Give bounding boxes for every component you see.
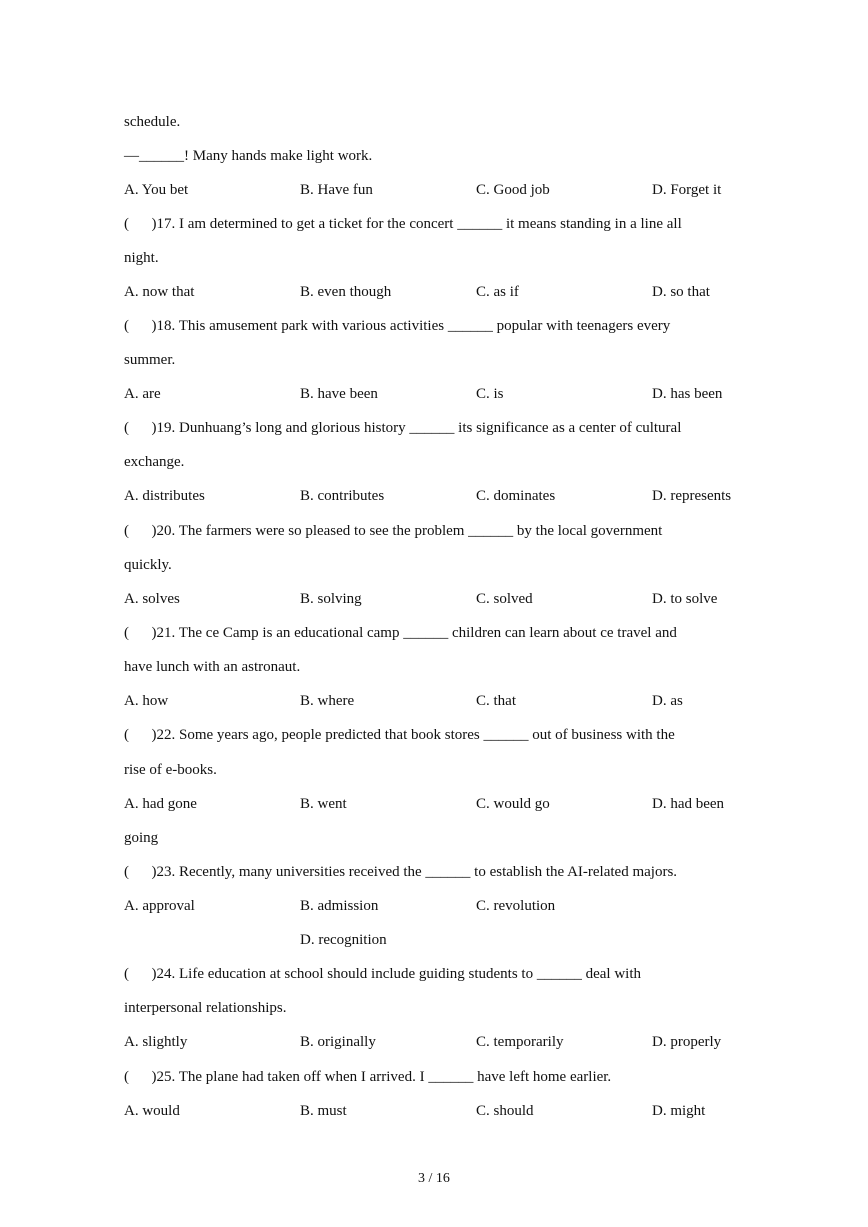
option-c: C. solved	[476, 591, 533, 607]
question-23-options-row2	[124, 930, 764, 950]
option-b: B. must	[300, 1103, 347, 1119]
question-22-options	[124, 794, 764, 814]
option-b: B. originally	[300, 1034, 376, 1050]
option-d: D. might	[652, 1103, 706, 1119]
question-20-options	[124, 589, 764, 609]
question-16-options	[124, 180, 764, 200]
option-c: C. that	[476, 693, 516, 709]
question-24-stem: ( )24. Life education at school should include guiding students to ______ deal with	[124, 966, 641, 982]
option-a: A. are	[124, 386, 161, 402]
option-c: C. temporarily	[476, 1034, 564, 1050]
option-a: A. distributes	[124, 488, 205, 504]
option-b: B. contributes	[300, 488, 385, 504]
question-20-stem: ( )20. The farmers were so pleased to see the problem ______ by the local government	[124, 523, 663, 539]
question-22-stem-cont: rise of e-books.	[124, 762, 217, 778]
page-number: 3 / 16	[418, 1171, 450, 1186]
option-c: C. revolution	[476, 898, 556, 914]
question-19-stem: ( )19. Dunhuang’s long and glorious history ______ its significance as a center of cultural	[124, 420, 682, 436]
option-c: C. would go	[476, 796, 550, 812]
question-24-stem-cont: interpersonal relationships.	[124, 1000, 287, 1016]
question-22-stem: ( )22. Some years ago, people predicted that book stores ______ out of business with the	[124, 727, 675, 743]
option-d: D. as	[652, 693, 683, 709]
question-18-stem: ( )18. This amusement park with various activities ______ popular with teenagers every	[124, 318, 671, 334]
option-b: B. admission	[300, 898, 379, 914]
option-d: D. so that	[652, 284, 710, 300]
question-25-options	[124, 1101, 764, 1121]
option-a: A. approval	[124, 898, 195, 914]
question-22-option-d-cont: going	[124, 830, 159, 846]
option-a: A. now that	[124, 284, 195, 300]
option-d: D. recognition	[300, 932, 387, 948]
question-23-stem: ( )23. Recently, many universities received the ______ to establish the AI-related majors.	[124, 864, 678, 880]
question-16-response: —______! Many hands make light work.	[124, 148, 373, 164]
question-21-options	[124, 691, 764, 711]
option-a: A. solves	[124, 591, 180, 607]
option-d: D. Forget it	[652, 182, 722, 198]
question-16-stem-end: schedule.	[124, 114, 181, 130]
question-19-stem-cont: exchange.	[124, 454, 185, 470]
question-21-stem: ( )21. The ce Camp is an educational camp ______ children can learn about ce travel and	[124, 625, 677, 641]
option-b: B. even though	[300, 284, 392, 300]
question-24-options	[124, 1032, 764, 1052]
question-17-stem: ( )17. I am determined to get a ticket for the concert ______ it means standing in a line all	[124, 216, 682, 232]
option-c: C. is	[476, 386, 504, 402]
question-21-stem-cont: have lunch with an astronaut.	[124, 659, 301, 675]
option-d: D. to solve	[652, 591, 718, 607]
option-d: D. properly	[652, 1034, 722, 1050]
question-25-stem: ( )25. The plane had taken off when I arrived. I ______ have left home earlier.	[124, 1069, 612, 1085]
option-c: C. dominates	[476, 488, 556, 504]
option-b: B. have been	[300, 386, 378, 402]
option-a: A. would	[124, 1103, 180, 1119]
question-18-stem-cont: summer.	[124, 352, 176, 368]
option-c: C. should	[476, 1103, 534, 1119]
option-d: D. represents	[652, 488, 732, 504]
option-a: A. had gone	[124, 796, 197, 812]
question-17-stem-cont: night.	[124, 250, 159, 266]
option-a: A. You bet	[124, 182, 189, 198]
option-d: D. has been	[652, 386, 723, 402]
question-19-options	[124, 486, 764, 506]
option-b: B. Have fun	[300, 182, 373, 198]
option-c: C. as if	[476, 284, 519, 300]
option-b: B. went	[300, 796, 347, 812]
question-17-options	[124, 282, 764, 302]
option-a: A. how	[124, 693, 169, 709]
option-b: B. solving	[300, 591, 362, 607]
question-23-options	[124, 896, 764, 916]
option-a: A. slightly	[124, 1034, 188, 1050]
option-c: C. Good job	[476, 182, 550, 198]
question-20-stem-cont: quickly.	[124, 557, 172, 573]
option-b: B. where	[300, 693, 355, 709]
option-d: D. had been	[652, 796, 725, 812]
question-18-options	[124, 384, 764, 404]
